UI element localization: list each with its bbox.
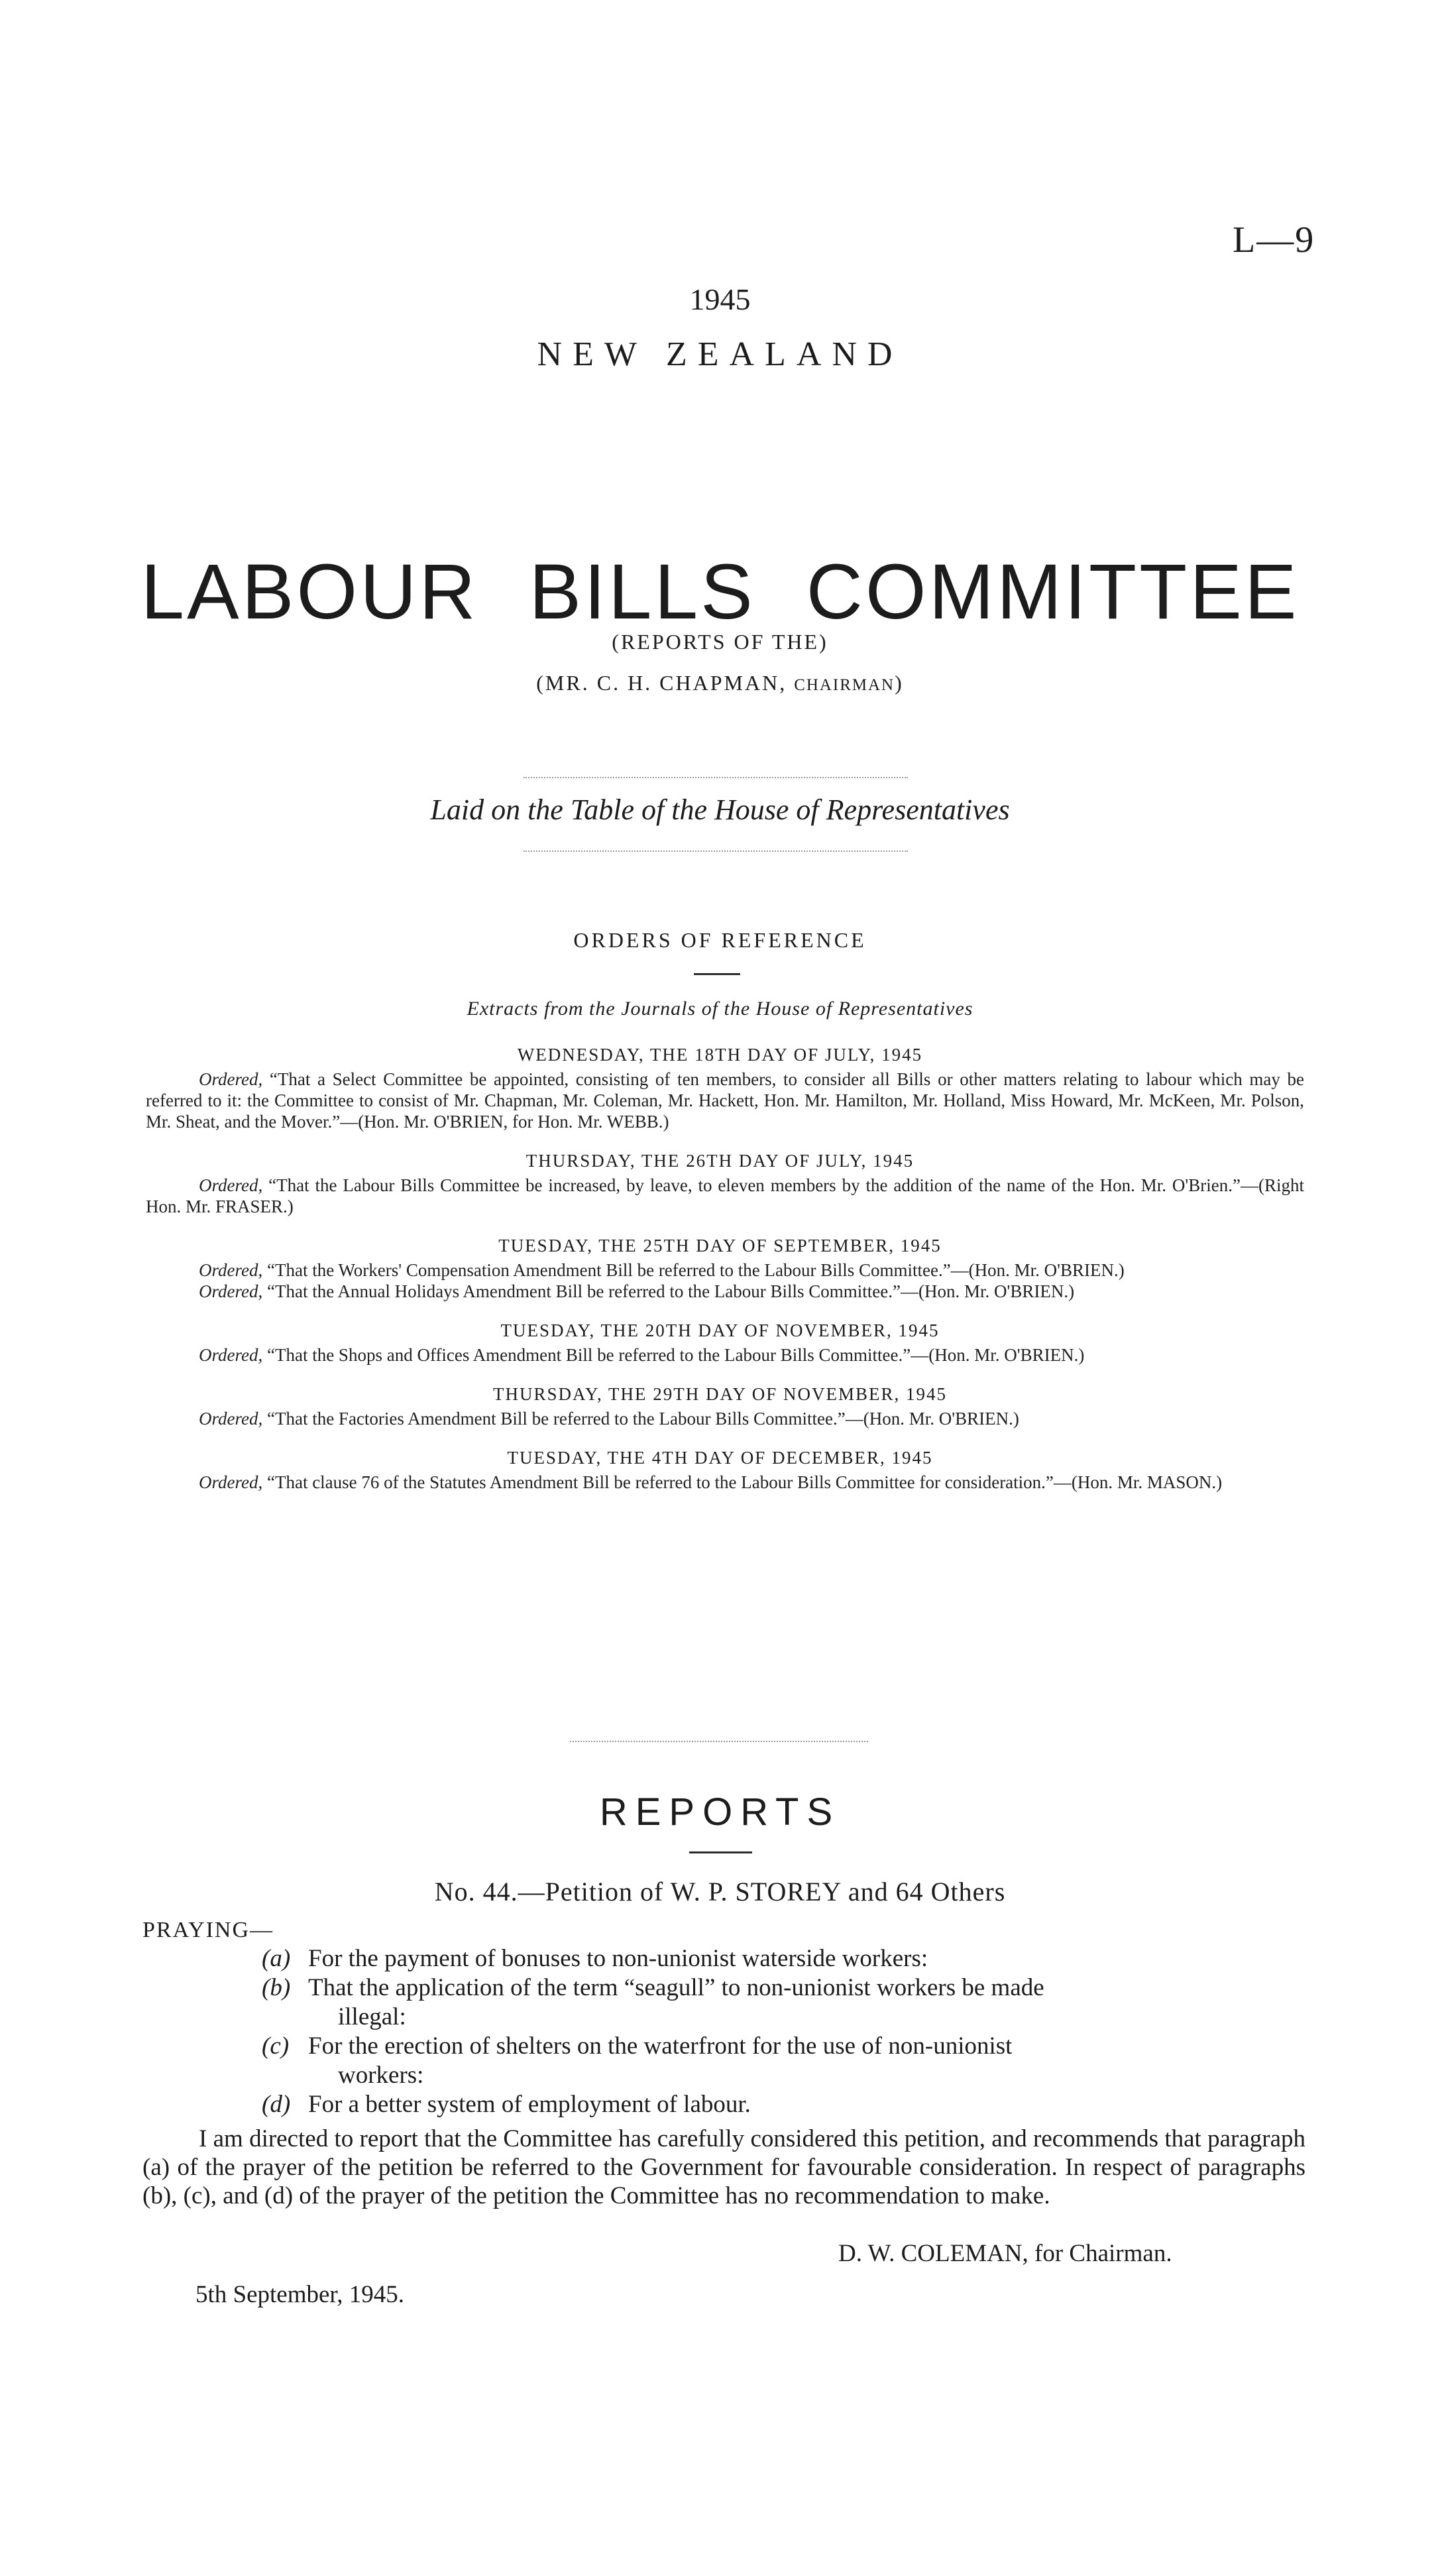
prayer-item-letter: (c) (262, 2032, 290, 2060)
prayer-item-text: That the application of the term “seagull” to non-unionist workers be made (308, 1974, 1044, 2001)
page-number: L—9 (1233, 219, 1315, 261)
year: 1945 (689, 282, 751, 316)
order-text: “That clause 76 of the Statutes Amendment Bill be referred to the Labour Bills Committee for consideration.”—(Hon. Mr. MASON.) (262, 1472, 1223, 1492)
order-paragraph (0, 1472, 1440, 1493)
dotted-divider-reports (570, 1741, 868, 1742)
prayer-item-continuation: workers: (338, 2062, 424, 2089)
order-paragraph (0, 1259, 1440, 1281)
ordered-label: Ordered, (199, 1345, 263, 1365)
chairman-role: CHAIRMAN (794, 676, 895, 694)
prayer-item-letter: (b) (262, 1974, 291, 2001)
report-body: I am directed to report that the Committee has carefully considered this petition, and recommends that paragraph (a) of the prayer of the petition be referred to the Government for favourable consideration. In respect of paragraphs (b), (c), and (d) of the prayer of the petition the Committee has no recommendation to make. (142, 2125, 1305, 2209)
chairman-suffix: ) (895, 671, 904, 695)
report-date: 5th September, 1945. (195, 2281, 405, 2308)
order-day: TUESDAY, THE 20TH DAY OF NOVEMBER, 1945 (500, 1320, 940, 1340)
ordered-label: Ordered, (199, 1281, 263, 1301)
journal-extracts-caption: Extracts from the Journals of the House of Representatives (467, 998, 973, 1020)
order-paragraph (0, 1408, 1440, 1429)
order-day: WEDNESDAY, THE 18TH DAY OF JULY, 1945 (517, 1045, 923, 1065)
order-text: “That the Factories Amendment Bill be referred to the Labour Bills Committee.”—(Hon. Mr. O'BRIEN.) (262, 1409, 1019, 1429)
report-signature: D. W. COLEMAN, for Chairman. (838, 2240, 1172, 2267)
document-title: LABOUR BILLS COMMITTEE (140, 548, 1300, 636)
ordered-label: Ordered, (199, 1069, 263, 1089)
ordered-label: Ordered, (199, 1175, 263, 1195)
orders-list (0, 1041, 1440, 1507)
order-text: “That a Select Committee be appointed, consisting of ten members, to consider all Bills or other matters relating to labour which may be referred to it: the Committee to consist of Mr. Chapman, Mr. Coleman, Mr. Hackett, Hon. Mr. Hamilton, Mr. Holland, Miss Howard, Mr. McKeen, Mr. Polson, Mr. Sheat, and the Mover.”—(Hon. Mr. O'BRIEN, for Hon. Mr. WEBB.) (146, 1069, 1304, 1132)
order-entry (0, 1444, 1440, 1493)
order-text: “That the Shops and Offices Amendment Bill be referred to the Labour Bills Committee.”—(Hon. Mr. O'BRIEN.) (262, 1345, 1085, 1365)
order-paragraph (0, 1175, 1440, 1217)
order-paragraph (0, 1344, 1440, 1366)
ordered-label: Ordered, (199, 1409, 263, 1429)
order-text: “That the Labour Bills Committee be increased, by leave, to eleven members by the addition of the name of the Hon. Mr. O'Brien.”—(Right Hon. Mr. FRASER.) (146, 1175, 1304, 1216)
laid-on-table: Laid on the Table of the House of Representatives (430, 793, 1010, 826)
document-subtitle: (REPORTS OF THE) (612, 630, 828, 654)
dotted-divider-top (524, 777, 908, 778)
order-entry (0, 1232, 1440, 1302)
order-day: TUESDAY, THE 25TH DAY OF SEPTEMBER, 1945 (498, 1236, 942, 1256)
prayer-item-letter: (a) (262, 1945, 291, 1972)
prayer-item (262, 1973, 1302, 2032)
prayer-item-continuation: illegal: (338, 2003, 406, 2030)
prayer-item-text: For the payment of bonuses to non-unionist waterside workers: (308, 1945, 928, 1972)
chairman-prefix: (MR. C. H. CHAPMAN, (536, 671, 795, 695)
prayer-item (262, 2032, 1302, 2090)
prayer-item-text: For the erection of shelters on the waterfront for the use of non-unionist (308, 2032, 1013, 2060)
order-text: “That the Annual Holidays Amendment Bill be referred to the Labour Bills Committee.”—(Hon. Mr. O'BRIEN.) (262, 1281, 1075, 1301)
order-entry (0, 1317, 1440, 1366)
reports-heading: REPORTS (599, 1790, 841, 1834)
ordered-label: Ordered, (199, 1472, 263, 1492)
ordered-label: Ordered, (199, 1260, 263, 1280)
order-entry (0, 1041, 1440, 1132)
order-entry (0, 1147, 1440, 1217)
prayer-item (262, 2090, 1302, 2119)
order-text: “That the Workers' Compensation Amendment Bill be referred to the Labour Bills Committee.”—(Hon. Mr. O'BRIEN.) (262, 1260, 1125, 1280)
praying-label: PRAYING— (142, 1918, 274, 1942)
heading-rule (694, 973, 740, 975)
order-entry (0, 1380, 1440, 1429)
dotted-divider-bottom (524, 850, 908, 852)
orders-of-reference-heading: ORDERS OF REFERENCE (573, 928, 867, 952)
reports-rule (689, 1851, 752, 1853)
chairman-line (0, 671, 1440, 695)
prayer-item-letter: (d) (262, 2091, 291, 2118)
order-day: TUESDAY, THE 4TH DAY OF DECEMBER, 1945 (507, 1448, 933, 1468)
order-day: THURSDAY, THE 29TH DAY OF NOVEMBER, 1945 (492, 1384, 948, 1404)
prayer-item-text: For a better system of employment of labour. (308, 2091, 751, 2118)
petition-title: No. 44.—Petition of W. P. STOREY and 64 Others (434, 1877, 1006, 1906)
prayer-item (262, 1944, 1302, 1973)
country: NEW ZEALAND (537, 335, 903, 373)
order-paragraph (0, 1069, 1440, 1132)
order-day: THURSDAY, THE 26TH DAY OF JULY, 1945 (526, 1151, 914, 1171)
order-paragraph (0, 1281, 1440, 1302)
